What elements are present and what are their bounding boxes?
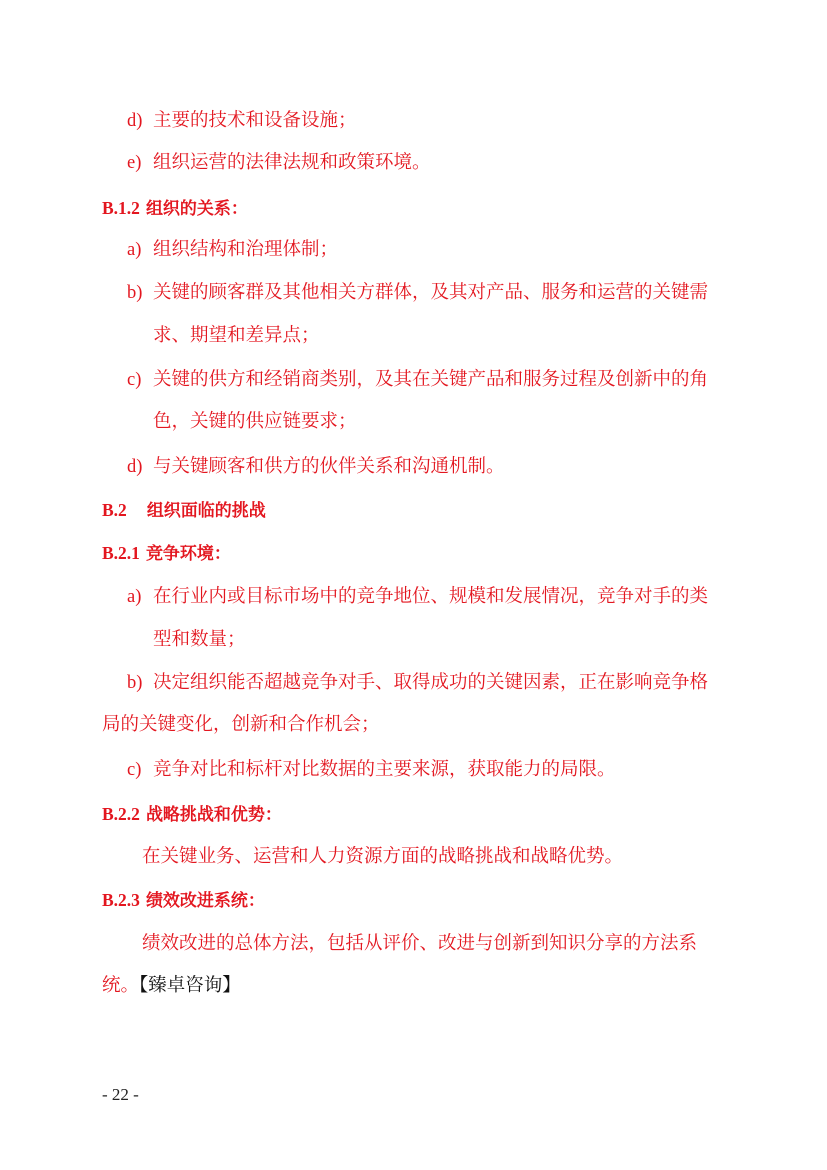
list-item-a-continuation: 型和数量；	[153, 629, 246, 650]
heading-title: 绩效改进系统：	[145, 891, 265, 911]
paragraph-performance: 绩效改进的总体方法，包括从评价、改进与创新到知识分享的方法系	[142, 933, 698, 954]
item-text: 主要的技术和设备设施；	[153, 110, 357, 131]
heading-b-2	[102, 498, 266, 523]
list-item-c-continuation: 色，关键的供应链要求；	[153, 411, 357, 432]
heading-number: B.1.2	[102, 198, 140, 218]
continuation-text: 统。	[102, 975, 140, 996]
list-item-d-facilities	[127, 109, 357, 133]
item-text: 关键的顾客群及其他相关方群体，及其对产品、服务和运营的关键需	[153, 282, 709, 303]
item-label: d)	[127, 457, 143, 477]
item-text: 竞争对比和标杆对比数据的主要来源，获取能力的局限。	[153, 759, 616, 780]
source-tag: 【臻卓咨询】	[139, 975, 241, 996]
item-text: 在行业内或目标市场中的竞争地位、规模和发展情况，竞争对手的类	[153, 586, 709, 607]
list-item-c-benchmark	[127, 758, 616, 782]
item-text: 关键的供方和经销商类别，及其在关键产品和服务过程及创新中的角	[153, 369, 709, 390]
heading-number: B.2.3	[102, 890, 140, 910]
heading-number: B.2	[102, 500, 127, 520]
heading-b-1-2	[102, 196, 248, 221]
item-label: d)	[127, 111, 143, 131]
heading-title: 战略挑战和优势：	[145, 805, 282, 825]
heading-b-2-1	[102, 541, 231, 566]
list-item-d-partnership	[127, 455, 505, 479]
heading-title: 竞争环境：	[145, 544, 231, 564]
item-label: b)	[127, 673, 143, 693]
list-item-b-continuation: 求、期望和差异点；	[153, 325, 320, 346]
heading-number: B.2.1	[102, 543, 140, 563]
page-number: - 22 -	[102, 1085, 139, 1104]
heading-b-2-2	[102, 802, 282, 827]
list-item-c-suppliers	[127, 368, 708, 392]
item-label: a)	[127, 240, 142, 260]
heading-number: B.2.2	[102, 804, 140, 824]
list-item-b-factors	[127, 671, 708, 695]
heading-title: 组织的关系：	[145, 199, 248, 219]
list-item-a-position	[127, 585, 708, 609]
item-label: c)	[127, 760, 142, 780]
item-text: 与关键顾客和供方的伙伴关系和沟通机制。	[153, 456, 505, 477]
list-item-e-legal	[127, 151, 431, 175]
heading-title: 组织面临的挑战	[146, 501, 266, 521]
list-item-a-structure	[127, 238, 338, 262]
item-label: c)	[127, 370, 142, 390]
item-text: 组织结构和治理体制；	[153, 239, 339, 260]
item-text: 组织运营的法律法规和政策环境。	[153, 152, 431, 173]
item-text: 决定组织能否超越竞争对手、取得成功的关键因素，正在影响竞争格	[153, 672, 709, 693]
paragraph-strategy: 在关键业务、运营和人力资源方面的战略挑战和战略优势。	[142, 846, 624, 867]
list-item-b-customers	[127, 281, 708, 305]
heading-b-2-3	[102, 888, 265, 913]
item-label: a)	[127, 587, 142, 607]
item-label: b)	[127, 283, 143, 303]
list-item-b-continuation-2: 局的关键变化，创新和合作机会；	[102, 714, 380, 735]
paragraph-performance-continuation	[102, 974, 241, 998]
item-label: e)	[127, 153, 142, 173]
